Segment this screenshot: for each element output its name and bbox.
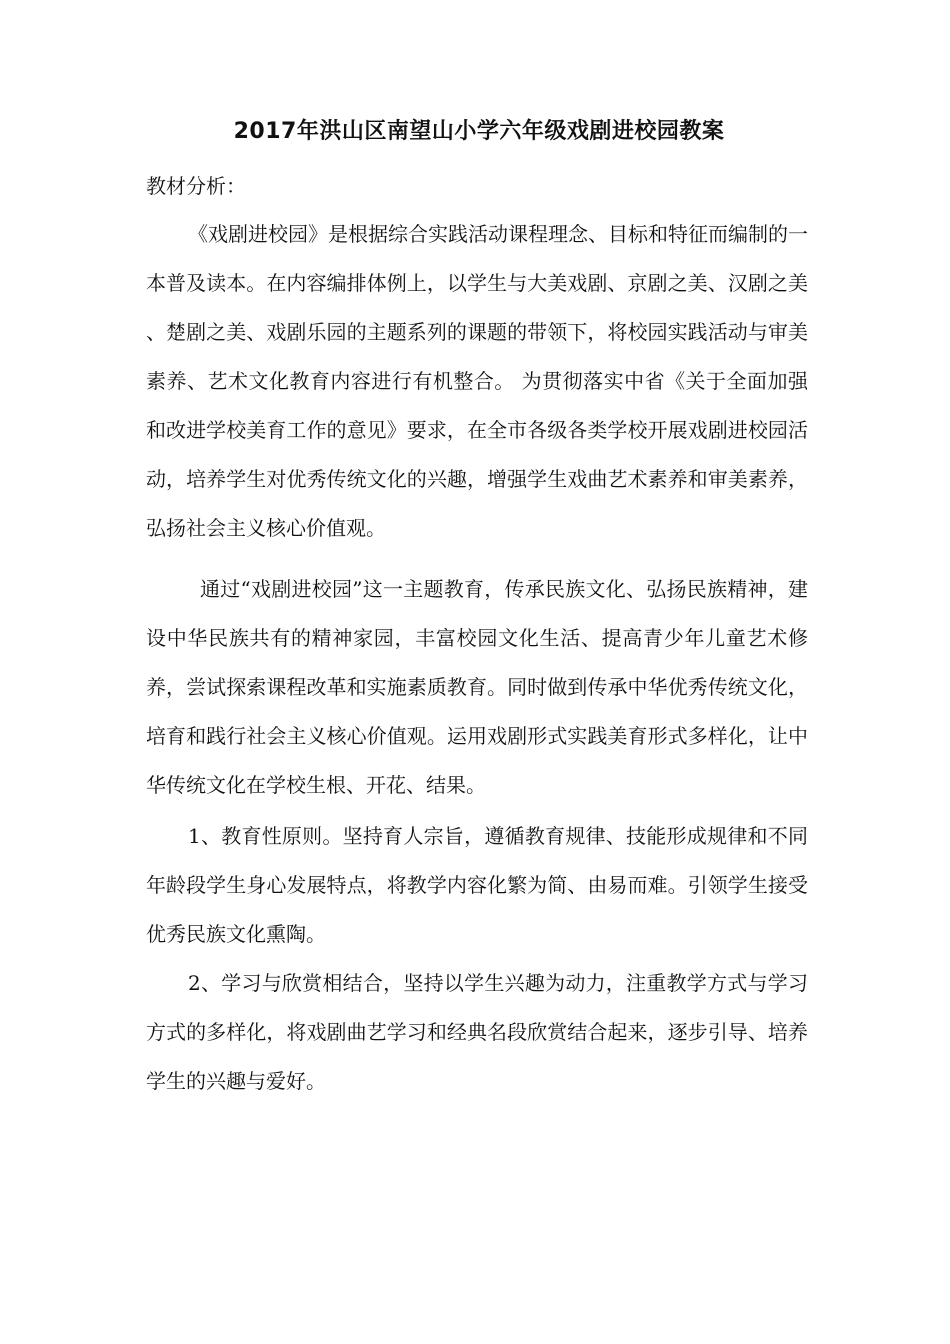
document-title: 2017年洪山区南望山小学六年级戏剧进校园教案 — [233, 119, 725, 144]
document-page — [146, 112, 808, 1106]
paragraph-2: 通过“戏剧进校园”这一主题教育，传承民族文化、弘扬民族精神，建设中华民族共有的精神家园，丰富校园文化生活、提高青少年儿童艺术修养，尝试探索课程改革和实施素质教育。同时做到传承中华优秀传统文化，培育和践行社会主义核心价值观。运用戏剧形式实践美育形式多样化，让中华传统文化在学校生根、开花、结果。 — [146, 577, 808, 797]
paragraph-3: 1、教育性原则。坚持育人宗旨，遵循教育规律、技能形成规律和不同年龄段学生身心发展特点，将教学内容化繁为简、由易而难。引领学生接受优秀民族文化熏陶。 — [146, 824, 808, 946]
paragraph-4: 2、学习与欣赏相结合，坚持以学生兴趣为动力，注重教学方式与学习方式的多样化，将戏剧曲艺学习和经典名段欣赏结合起来，逐步引导、培养学生的兴趣与爱好。 — [146, 971, 808, 1093]
section-label-material-analysis: 教材分析： — [146, 174, 246, 198]
paragraph-1: 《戏剧进校园》是根据综合实践活动课程理念、目标和特征而编制的一本普及读本。在内容编排体例上，以学生与大美戏剧、京剧之美、汉剧之美 、楚剧之美、戏剧乐园的主题系列的课题的带领下，将校园实践活动与审美素养、艺术文化教育内容进行有机整合。 为贯彻落实中省《关于全面加强和改进学校美育工作的意见》要求，在全市各级各类学校开展戏剧进校园活动，培养学生对优秀传统文化的兴趣，增强学生戏曲艺术素养和审美素养，弘扬社会主义核心价值观。 — [146, 222, 808, 540]
